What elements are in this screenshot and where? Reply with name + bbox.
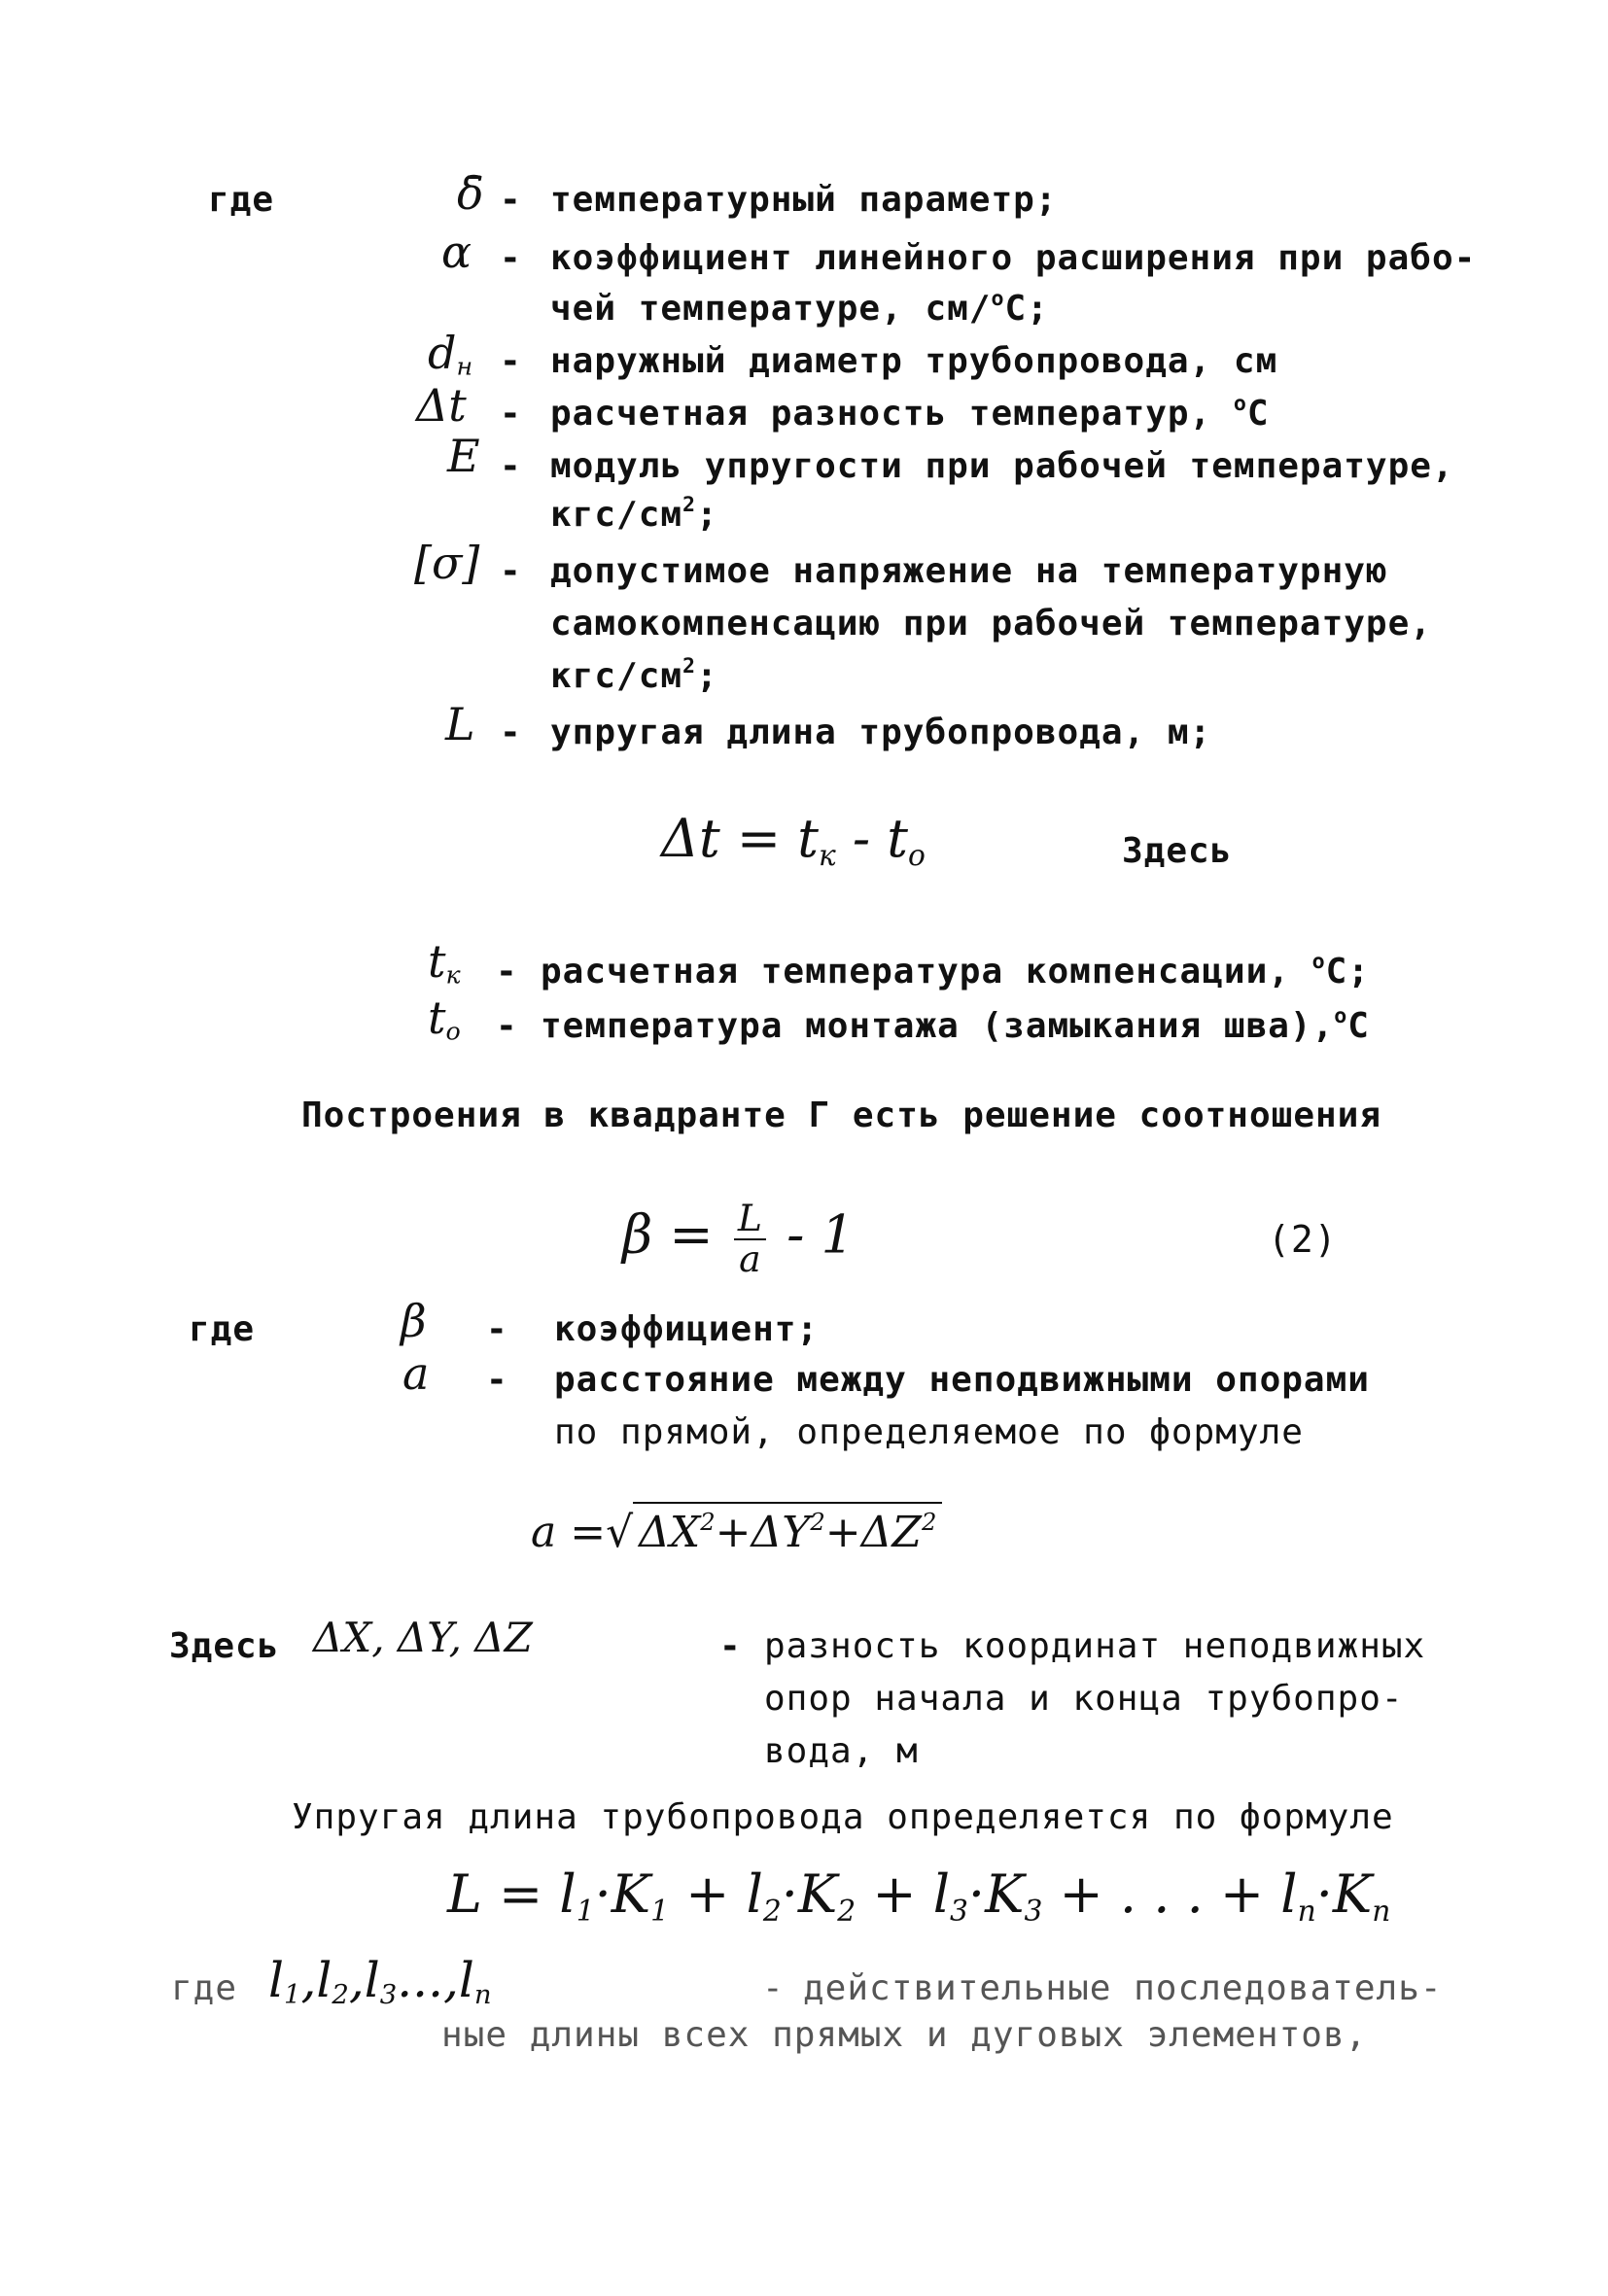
def-text: действительные последователь- <box>803 1968 1443 2008</box>
where-label-3: где <box>171 1968 238 2008</box>
E-symbol: E <box>447 430 480 482</box>
def-text: допустимое напряжение на температурную <box>550 551 1388 591</box>
beta-numerator: L <box>734 1200 766 1240</box>
def-text: вода, м <box>764 1731 919 1771</box>
where-label: где <box>208 180 275 220</box>
def-dash: - <box>500 238 522 278</box>
here-label: Здесь <box>1122 831 1233 871</box>
def-text: чей температуре, см/$^о$С; <box>550 286 1049 329</box>
dn-symbol: $d_н$ <box>428 327 473 381</box>
def-text: упругая длина трубопровода, м; <box>550 713 1212 752</box>
tk-symbol: $t_к$ <box>428 935 461 990</box>
equation-number: (2) <box>1268 1218 1338 1261</box>
L-symbol: L <box>445 698 475 750</box>
formula-L: $L = l_1\cdot K_1 + l_2\cdot K_2 + l_3\cdot K_3$ + . . . + $l_n\cdot K_n$ <box>447 1863 1391 1929</box>
beta-symbol: β <box>401 1295 427 1347</box>
delta-bar-symbol: δ̄ <box>457 167 484 220</box>
def-text: температура монтажа (замыкания шва),$^о$С <box>541 1003 1370 1046</box>
def-text: самокомпенсацию при рабочей температуре, <box>550 604 1432 644</box>
def-dash: - <box>486 1309 508 1349</box>
def-text: коэффициент; <box>554 1309 820 1349</box>
def-dash: - <box>762 1968 785 2008</box>
def-dash: - <box>500 551 522 591</box>
a-symbol: a <box>402 1347 430 1400</box>
def-text: модуль упругости при рабочей температуре, <box>550 446 1454 486</box>
where-label-2: где <box>189 1309 256 1349</box>
beta-fraction <box>734 1197 766 1280</box>
formula-a <box>531 1507 942 1557</box>
to-symbol: $t_о$ <box>428 991 461 1046</box>
def-text: ные длины всех прямых и дуговых элементов, <box>441 2015 1368 2055</box>
delta-xyz-symbols: ΔX, ΔY, ΔZ <box>313 1614 533 1661</box>
def-text: коэффициент линейного расширения при рабо- <box>550 238 1477 278</box>
formula-beta <box>622 1197 855 1280</box>
sqrt-radicand: $\Delta X^2+\Delta Y^2+\Delta Z^2$ <box>633 1502 942 1557</box>
beta-denominator: a <box>739 1236 761 1280</box>
def-dash: - <box>500 180 522 220</box>
def-dash: - <box>496 1006 518 1046</box>
def-dash: - <box>719 1626 742 1666</box>
def-dash: - <box>500 713 522 752</box>
def-text: наружный диаметр трубопровода, см <box>550 341 1278 381</box>
def-text: кгс/$см^2$; <box>550 653 718 696</box>
def-text: опор начала и конца трубопро- <box>764 1679 1404 1719</box>
sqrt-sign: √ <box>606 1507 634 1557</box>
delta-t-symbol: Δt <box>416 379 467 432</box>
here-label-xyz: Здесь <box>169 1626 280 1666</box>
sigma-symbol: [σ] <box>414 537 480 589</box>
def-text: температурный параметр; <box>550 180 1058 220</box>
def-text: кгс/$см^2$; <box>550 492 718 535</box>
formula-delta-t: $\Delta t = t_к - t_о$ <box>661 808 926 873</box>
def-dash: - <box>500 394 522 434</box>
def-text: по прямой, определяемое по формуле <box>554 1412 1304 1452</box>
def-dash: - <box>500 446 522 486</box>
paragraph-length: Упругая длина трубопровода определяется по формуле <box>292 1797 1394 1837</box>
def-dash: - <box>500 341 522 381</box>
def-text: расчетная разность температур, $^о$С <box>550 391 1270 434</box>
beta-tail: - 1 <box>787 1203 855 1266</box>
beta-lhs: β = <box>622 1203 714 1266</box>
a-lhs: a = <box>531 1507 607 1557</box>
def-text: расстояние между неподвижными опорами <box>554 1360 1370 1400</box>
paragraph-quadrant: Построения в квадранте Г есть решение соотношения <box>301 1096 1382 1135</box>
def-text: разность координат неподвижных <box>764 1626 1426 1666</box>
l-symbols: $l_1,l_2,l_3...,l_n$ <box>268 1952 492 2010</box>
def-dash: - <box>486 1360 508 1400</box>
alpha-symbol: α <box>441 226 472 278</box>
def-dash: - <box>496 952 518 991</box>
def-text: расчетная температура компенсации, $^о$С; <box>541 949 1370 991</box>
